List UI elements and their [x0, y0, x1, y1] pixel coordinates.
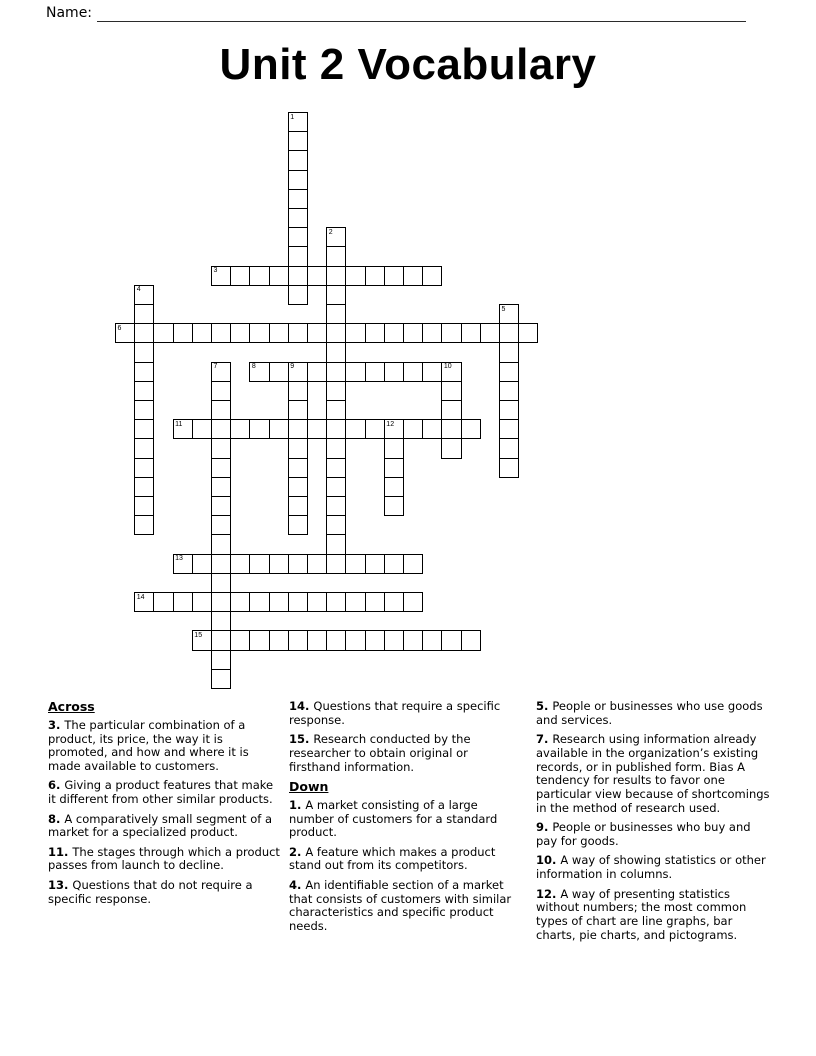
- crossword-cell[interactable]: [173, 323, 193, 343]
- crossword-cell[interactable]: [384, 362, 404, 382]
- crossword-cell[interactable]: [134, 285, 154, 305]
- clue-section-header: Down: [289, 778, 329, 794]
- crossword-cell[interactable]: [211, 362, 231, 382]
- crossword-cell[interactable]: [288, 112, 308, 132]
- crossword-cell[interactable]: [326, 515, 346, 535]
- crossword-cell[interactable]: [288, 323, 308, 343]
- crossword-cell[interactable]: [288, 438, 308, 458]
- crossword-cell[interactable]: [153, 592, 173, 612]
- clue-number: 11.: [48, 844, 73, 859]
- crossword-cell[interactable]: [384, 266, 404, 286]
- cell-number: 1: [290, 113, 295, 121]
- crossword-cell[interactable]: [269, 266, 289, 286]
- crossword-cell[interactable]: [288, 515, 308, 535]
- crossword-cell[interactable]: [307, 266, 327, 286]
- crossword-cell[interactable]: [288, 458, 308, 478]
- crossword-cell[interactable]: [441, 630, 461, 650]
- clue-item: [536, 700, 772, 728]
- crossword-cell[interactable]: [326, 304, 346, 324]
- crossword-cell[interactable]: [345, 592, 365, 612]
- crossword-cell[interactable]: [345, 362, 365, 382]
- clue-text: A way of presenting statistics without numbers; the most common types of chart are line graphs, bar charts, pie charts, and pictograms.: [536, 886, 747, 942]
- clue-item: [289, 879, 512, 934]
- crossword-cell[interactable]: [384, 592, 404, 612]
- crossword-cell[interactable]: [499, 362, 519, 382]
- crossword-cell[interactable]: [269, 554, 289, 574]
- clue-number: 2.: [289, 844, 306, 859]
- crossword-cell[interactable]: [403, 419, 423, 439]
- crossword-cell[interactable]: [326, 554, 346, 574]
- crossword-cell[interactable]: [134, 400, 154, 420]
- crossword-cell[interactable]: [288, 131, 308, 151]
- crossword-cell[interactable]: [269, 592, 289, 612]
- crossword-cell[interactable]: [365, 266, 385, 286]
- crossword-cell[interactable]: [211, 534, 231, 554]
- cell-number: 8: [251, 363, 256, 371]
- crossword-cell[interactable]: [326, 285, 346, 305]
- crossword-cell[interactable]: [288, 246, 308, 266]
- crossword-cell[interactable]: [384, 477, 404, 497]
- crossword-cell[interactable]: [441, 362, 461, 382]
- crossword-cell[interactable]: [384, 458, 404, 478]
- crossword-cell[interactable]: [480, 323, 500, 343]
- crossword-cell[interactable]: [441, 400, 461, 420]
- crossword-cell[interactable]: [326, 438, 346, 458]
- crossword-cell[interactable]: [403, 592, 423, 612]
- crossword-cell[interactable]: [384, 419, 404, 439]
- crossword-cell[interactable]: [230, 554, 250, 574]
- crossword-cell[interactable]: [211, 458, 231, 478]
- crossword-cell[interactable]: [249, 630, 269, 650]
- crossword-cell[interactable]: [173, 419, 193, 439]
- crossword-cell[interactable]: [365, 323, 385, 343]
- crossword-cell[interactable]: [211, 438, 231, 458]
- crossword-cell[interactable]: [211, 573, 231, 593]
- crossword-cell[interactable]: [134, 342, 154, 362]
- clue-text: The particular combination of a product, its price, the way it is promoted, and how and where it is made available to customers.: [48, 717, 249, 774]
- cell-number: 7: [213, 363, 218, 371]
- clue-number: 12.: [536, 886, 561, 901]
- clue-item: [289, 799, 512, 840]
- crossword-cell[interactable]: [192, 554, 212, 574]
- crossword-cell[interactable]: [211, 496, 231, 516]
- cell-number: 6: [117, 324, 122, 332]
- crossword-cell[interactable]: [365, 554, 385, 574]
- crossword-cell[interactable]: [499, 400, 519, 420]
- crossword-cell[interactable]: [307, 362, 327, 382]
- clues-column-left: [48, 700, 281, 912]
- crossword-cell[interactable]: [288, 419, 308, 439]
- cell-number: 15: [194, 631, 203, 639]
- crossword-cell[interactable]: [422, 323, 442, 343]
- crossword-cell[interactable]: [230, 419, 250, 439]
- crossword-cell[interactable]: [326, 534, 346, 554]
- crossword-cell[interactable]: [403, 630, 423, 650]
- clue-text: An identifiable section of a market that consists of customers with similar characteristics and specific product needs.: [289, 877, 512, 934]
- crossword-cell[interactable]: [230, 266, 250, 286]
- clue-number: 15.: [289, 732, 314, 747]
- clue-number: 8.: [48, 811, 65, 826]
- crossword-cell[interactable]: [326, 477, 346, 497]
- crossword-cell[interactable]: [288, 208, 308, 228]
- clue-section-header: Across: [48, 699, 95, 714]
- cell-number: 14: [136, 593, 145, 601]
- crossword-cell[interactable]: [211, 266, 231, 286]
- crossword-cell[interactable]: [173, 554, 193, 574]
- crossword-cell[interactable]: [307, 323, 327, 343]
- crossword-cell[interactable]: [192, 323, 212, 343]
- crossword-cell[interactable]: [365, 592, 385, 612]
- crossword-cell[interactable]: [441, 438, 461, 458]
- crossword-cell[interactable]: [307, 554, 327, 574]
- crossword-cell[interactable]: [288, 150, 308, 170]
- crossword-cell[interactable]: [269, 630, 289, 650]
- crossword-cell[interactable]: [326, 323, 346, 343]
- crossword-cell[interactable]: [326, 458, 346, 478]
- crossword-cell[interactable]: [134, 515, 154, 535]
- crossword-cell[interactable]: [230, 323, 250, 343]
- clue-text: Giving a product features that make it different from other similar products.: [48, 778, 274, 807]
- clue-item: [48, 879, 281, 907]
- crossword-cell[interactable]: [230, 592, 250, 612]
- clue-text: Questions that do not require a specific response.: [48, 877, 253, 906]
- clue-item: [48, 846, 281, 874]
- crossword-cell[interactable]: [518, 323, 538, 343]
- clue-item: [536, 821, 772, 849]
- crossword-cell[interactable]: [134, 323, 154, 343]
- crossword-cell[interactable]: [269, 323, 289, 343]
- crossword-cell[interactable]: [211, 611, 231, 631]
- crossword-cell[interactable]: [153, 323, 173, 343]
- crossword-cell[interactable]: [422, 362, 442, 382]
- cell-number: 3: [213, 267, 218, 275]
- crossword-cell[interactable]: [192, 630, 212, 650]
- clue-text: A comparatively small segment of a market for a specialized product.: [48, 811, 272, 840]
- crossword-cell[interactable]: [345, 323, 365, 343]
- crossword-cell[interactable]: [326, 419, 346, 439]
- page-title: Unit 2 Vocabulary: [219, 40, 597, 89]
- clues-column-right: [536, 700, 772, 948]
- crossword-cell[interactable]: [249, 592, 269, 612]
- crossword-cell[interactable]: [365, 362, 385, 382]
- crossword-cell[interactable]: [403, 554, 423, 574]
- clue-number: 9.: [536, 820, 553, 835]
- crossword-cell[interactable]: [326, 266, 346, 286]
- crossword-cell[interactable]: [288, 266, 308, 286]
- crossword-cell[interactable]: [115, 323, 135, 343]
- crossword-cell[interactable]: [211, 400, 231, 420]
- crossword-cell[interactable]: [134, 362, 154, 382]
- clue-text: A feature which makes a product stand out from its competitors.: [289, 844, 496, 873]
- clue-number: 14.: [289, 699, 314, 713]
- clue-text: People or businesses who use goods and services.: [536, 699, 763, 727]
- crossword-cell[interactable]: [499, 381, 519, 401]
- crossword-cell[interactable]: [384, 630, 404, 650]
- crossword-cell[interactable]: [307, 630, 327, 650]
- crossword-cell[interactable]: [288, 362, 308, 382]
- crossword-cell[interactable]: [461, 323, 481, 343]
- crossword-cell[interactable]: [288, 227, 308, 247]
- crossword-cell[interactable]: [134, 381, 154, 401]
- clue-item: [536, 888, 772, 943]
- cell-number: 9: [290, 363, 295, 371]
- clues-column-middle: [289, 700, 512, 939]
- crossword-cell[interactable]: [288, 554, 308, 574]
- crossword-cell[interactable]: [403, 362, 423, 382]
- crossword-cell[interactable]: [499, 438, 519, 458]
- crossword-cell[interactable]: [134, 496, 154, 516]
- crossword-cell[interactable]: [134, 419, 154, 439]
- crossword-cell[interactable]: [249, 362, 269, 382]
- crossword-cell[interactable]: [499, 419, 519, 439]
- crossword-cell[interactable]: [461, 419, 481, 439]
- crossword-cell[interactable]: [134, 438, 154, 458]
- crossword-grid: [115, 112, 539, 690]
- clue-text: Research using information already available in the organization’s existing records, or in published form. Bias A tendency for results to favor one particular view because of shortcomings in the method of research used.: [536, 732, 770, 816]
- crossword-cell[interactable]: [345, 419, 365, 439]
- clue-number: 6.: [48, 778, 65, 793]
- crossword-cell[interactable]: [326, 227, 346, 247]
- cell-number: 5: [501, 305, 506, 313]
- crossword-cell[interactable]: [499, 304, 519, 324]
- crossword-cell[interactable]: [499, 323, 519, 343]
- clue-item: [536, 854, 772, 882]
- crossword-cell[interactable]: [192, 592, 212, 612]
- crossword-cell[interactable]: [173, 592, 193, 612]
- crossword-cell[interactable]: [422, 266, 442, 286]
- cell-number: 4: [136, 286, 141, 294]
- crossword-cell[interactable]: [288, 592, 308, 612]
- crossword-cell[interactable]: [269, 362, 289, 382]
- crossword-cell[interactable]: [326, 496, 346, 516]
- crossword-cell[interactable]: [288, 400, 308, 420]
- clue-number: 4.: [289, 877, 306, 892]
- clue-item: [48, 719, 281, 774]
- clue-item: [48, 813, 281, 841]
- crossword-cell[interactable]: [384, 323, 404, 343]
- crossword-cell[interactable]: [288, 496, 308, 516]
- name-label: Name:: [46, 5, 93, 21]
- clue-item: [289, 733, 512, 774]
- clue-number: 10.: [536, 853, 561, 868]
- clue-item: [48, 779, 281, 807]
- crossword-cell[interactable]: [345, 266, 365, 286]
- crossword-cell[interactable]: [326, 342, 346, 362]
- crossword-cell[interactable]: [249, 554, 269, 574]
- clue-item: [536, 733, 772, 816]
- cell-number: 2: [328, 228, 333, 236]
- crossword-cell[interactable]: [307, 592, 327, 612]
- crossword-cell[interactable]: [403, 323, 423, 343]
- crossword-cell[interactable]: [134, 592, 154, 612]
- crossword-cell[interactable]: [249, 419, 269, 439]
- crossword-cell[interactable]: [326, 362, 346, 382]
- cell-number: 12: [386, 420, 395, 428]
- crossword-cell[interactable]: [365, 630, 385, 650]
- crossword-cell[interactable]: [326, 592, 346, 612]
- clue-number: 1.: [289, 797, 306, 812]
- crossword-cell[interactable]: [499, 342, 519, 362]
- crossword-cell[interactable]: [134, 304, 154, 324]
- crossword-cell[interactable]: [134, 477, 154, 497]
- crossword-cell[interactable]: [211, 477, 231, 497]
- crossword-cell[interactable]: [249, 323, 269, 343]
- crossword-cell[interactable]: [403, 266, 423, 286]
- clue-item: [289, 700, 512, 728]
- crossword-cell[interactable]: [211, 419, 231, 439]
- crossword-cell[interactable]: [288, 189, 308, 209]
- crossword-cell[interactable]: [384, 554, 404, 574]
- clue-number: 3.: [48, 717, 65, 732]
- crossword-cell[interactable]: [269, 419, 289, 439]
- crossword-cell[interactable]: [211, 669, 231, 689]
- name-row: [46, 5, 746, 22]
- crossword-cell[interactable]: [384, 438, 404, 458]
- crossword-cell[interactable]: [211, 515, 231, 535]
- clue-text: People or businesses who buy and pay for goods.: [536, 820, 751, 849]
- crossword-cell[interactable]: [326, 630, 346, 650]
- crossword-cell[interactable]: [134, 458, 154, 478]
- crossword-cell[interactable]: [326, 246, 346, 266]
- crossword-cell[interactable]: [345, 630, 365, 650]
- crossword-cell[interactable]: [249, 266, 269, 286]
- crossword-cell[interactable]: [192, 419, 212, 439]
- clue-number: 7.: [536, 732, 553, 747]
- crossword-cell[interactable]: [441, 419, 461, 439]
- crossword-cell[interactable]: [288, 477, 308, 497]
- clue-text: Research conducted by the researcher to obtain original or firsthand information.: [289, 732, 471, 774]
- name-blank-line[interactable]: [97, 7, 746, 22]
- crossword-cell[interactable]: [211, 323, 231, 343]
- crossword-cell[interactable]: [230, 630, 250, 650]
- crossword-cell[interactable]: [422, 630, 442, 650]
- crossword-cell[interactable]: [441, 381, 461, 401]
- crossword-cell[interactable]: [211, 381, 231, 401]
- clue-number: 5.: [536, 699, 553, 713]
- crossword-cell[interactable]: [211, 554, 231, 574]
- clue-item: [289, 846, 512, 874]
- crossword-cell[interactable]: [326, 381, 346, 401]
- clue-text: The stages through which a product passes from launch to decline.: [48, 844, 280, 873]
- crossword-cell[interactable]: [211, 650, 231, 670]
- crossword-cell[interactable]: [441, 323, 461, 343]
- crossword-cell[interactable]: [211, 592, 231, 612]
- crossword-cell[interactable]: [288, 285, 308, 305]
- clue-text: Questions that require a specific response.: [289, 699, 501, 727]
- crossword-cell[interactable]: [288, 630, 308, 650]
- clue-text: A market consisting of a large number of customers for a standard product.: [289, 797, 498, 840]
- crossword-cell[interactable]: [499, 458, 519, 478]
- clue-number: 13.: [48, 877, 73, 892]
- crossword-cell[interactable]: [384, 496, 404, 516]
- cell-number: 11: [175, 420, 183, 428]
- cell-number: 10: [443, 363, 452, 371]
- crossword-cell[interactable]: [422, 419, 442, 439]
- crossword-cell[interactable]: [345, 554, 365, 574]
- cell-number: 13: [175, 555, 183, 563]
- crossword-cell[interactable]: [288, 381, 308, 401]
- crossword-cell[interactable]: [461, 630, 481, 650]
- clue-text: A way of showing statistics or other information in columns.: [536, 853, 766, 882]
- crossword-cell[interactable]: [307, 419, 327, 439]
- crossword-cell[interactable]: [288, 170, 308, 190]
- crossword-cell[interactable]: [211, 630, 231, 650]
- crossword-cell[interactable]: [365, 419, 385, 439]
- crossword-cell[interactable]: [326, 400, 346, 420]
